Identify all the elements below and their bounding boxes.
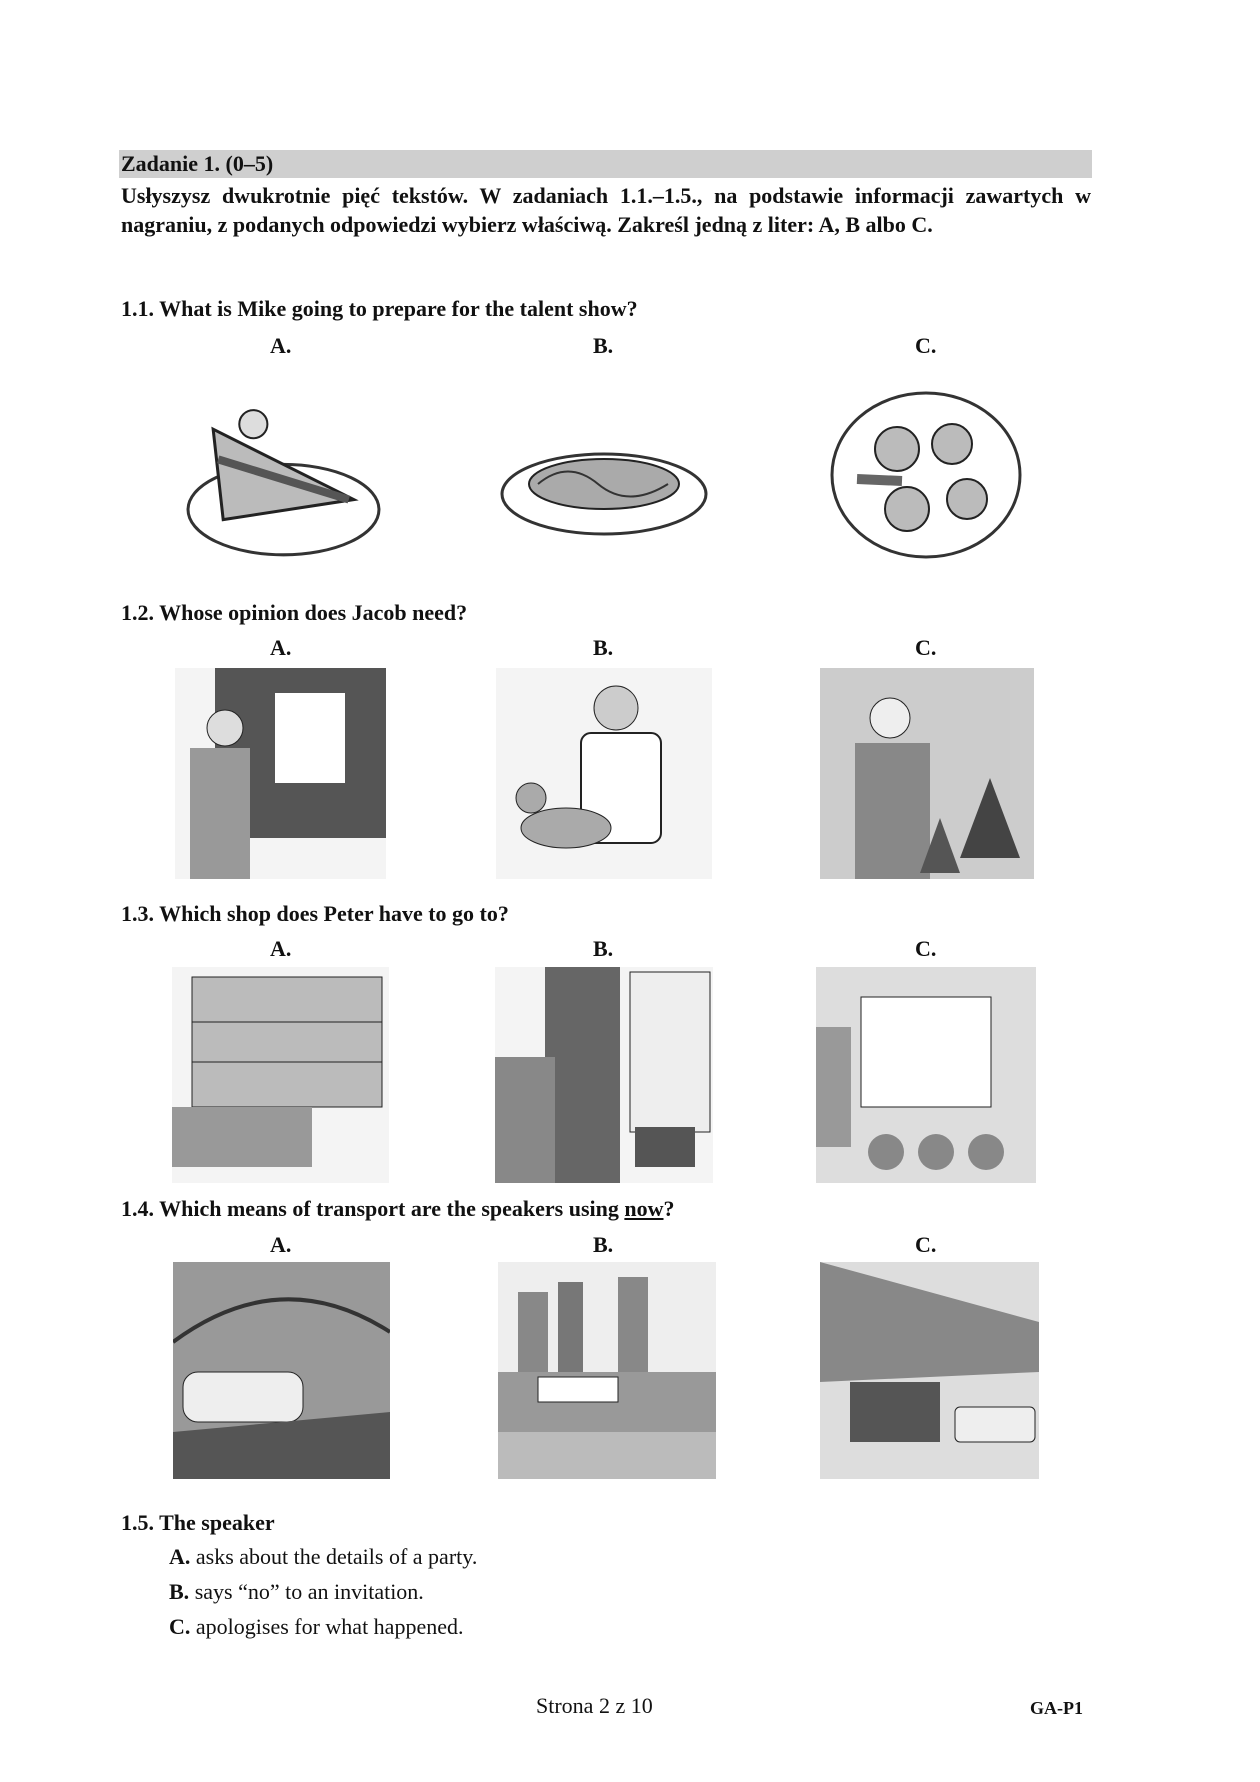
question-1-1 xyxy=(121,295,638,323)
question-1-4 xyxy=(121,1195,675,1223)
exam-code: GA-P1 xyxy=(1030,1698,1083,1718)
choice-c[interactable] xyxy=(169,1613,463,1641)
question-number: 1.2. xyxy=(121,600,154,625)
choice-letter: B. xyxy=(169,1579,190,1604)
option-c-label[interactable]: C. xyxy=(915,1232,937,1257)
choice-a[interactable] xyxy=(169,1543,477,1571)
choice-text: asks about the details of a party. xyxy=(195,1544,478,1569)
option-b-label[interactable]: B. xyxy=(593,635,614,660)
teacher-image[interactable] xyxy=(175,668,386,879)
cake-slice-image[interactable] xyxy=(183,389,384,561)
page-number: Strona 2 z 10 xyxy=(536,1693,653,1718)
question-1-2 xyxy=(121,599,467,627)
choice-text: says “no” to an invitation. xyxy=(194,1579,424,1604)
train-image[interactable] xyxy=(173,1262,390,1479)
question-number: 1.3. xyxy=(121,901,154,926)
option-b-label[interactable]: B. xyxy=(593,333,614,358)
choice-letter: A. xyxy=(169,1544,191,1569)
bakery-image[interactable] xyxy=(816,967,1036,1183)
question-number: 1.5. xyxy=(121,1510,154,1535)
vegetable-plate-image[interactable] xyxy=(827,389,1025,561)
choice-letter: C. xyxy=(169,1614,191,1639)
option-c-label[interactable]: C. xyxy=(915,936,937,961)
option-b-label[interactable]: B. xyxy=(593,1232,614,1257)
option-a-label[interactable]: A. xyxy=(270,333,292,358)
task-instructions: Usłyszysz dwukrotnie pięć tekstów. W zadaniach 1.1.–1.5., na podstawie informacji zawartych w nagraniu, z podanych odpowiedzi wybierz właściwą. Zakreśl jedną z liter: A, B albo C. xyxy=(121,183,1091,237)
spaghetti-image[interactable] xyxy=(498,389,710,561)
question-1-3 xyxy=(121,900,509,928)
bus-image[interactable] xyxy=(820,1262,1039,1479)
option-a-label[interactable]: A. xyxy=(270,936,292,961)
option-a-label[interactable]: A. xyxy=(270,635,292,660)
forest-ranger-image[interactable] xyxy=(820,668,1034,879)
greengrocer-image[interactable] xyxy=(172,967,389,1183)
option-c-label[interactable]: C. xyxy=(915,333,937,358)
question-number: 1.4. xyxy=(121,1196,154,1221)
question-text: Which shop does Peter have to go to? xyxy=(159,901,509,926)
choice-b[interactable] xyxy=(169,1578,424,1606)
question-1-5 xyxy=(121,1509,275,1537)
question-number: 1.1. xyxy=(121,296,154,321)
option-a-label[interactable]: A. xyxy=(270,1232,292,1257)
question-text: The speaker xyxy=(159,1510,275,1535)
question-text: Which means of transport are the speakers using xyxy=(159,1196,625,1221)
choice-text: apologises for what happened. xyxy=(195,1614,464,1639)
option-c-label[interactable]: C. xyxy=(915,635,937,660)
ferry-image[interactable] xyxy=(498,1262,716,1479)
option-b-label[interactable]: B. xyxy=(593,936,614,961)
question-text-underlined: now xyxy=(624,1196,664,1221)
vet-with-dog-image[interactable] xyxy=(496,668,712,879)
question-text: Whose opinion does Jacob need? xyxy=(159,600,468,625)
task-header: Zadanie 1. (0–5) xyxy=(119,150,1092,178)
bookshop-image[interactable] xyxy=(495,967,713,1183)
question-text-end: ? xyxy=(663,1196,675,1221)
question-text: What is Mike going to prepare for the talent show? xyxy=(159,296,638,321)
